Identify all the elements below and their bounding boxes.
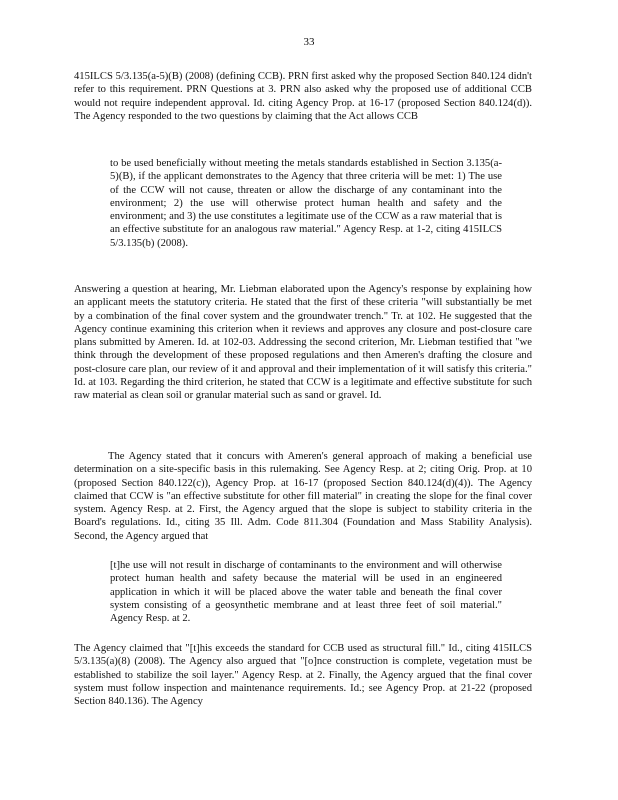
paragraph-3: The Agency stated that it concurs with Ameren's general approach of making a beneficial use determination on a site-specific basis in this rulemaking. See Agency Resp. at 2; citing Orig. Prop. at 10 (proposed Section 840.122(c)), Agency Prop. at 16-17 (proposed Section 840.124(d)(4)). The Agency claimed that CCW is "an effective substitute for other fill material" in creating the slope for the final cover system. Agency Resp. at 2. First, the Agency argued that the slope is subject to stability criteria in the Board's regulations. Id., citing 35 Ill. Adm. Code 811.304 (Foundation and Mass Stability Analysis). Second, the Agency argued that	[74, 451, 532, 542]
block-quote-1: to be used beneficially without meeting the metals standards established in Section 3.135(a-5)(B), if the applicant demonstrates to the Agency that three criteria will be met: 1) The use of the CCW will not cause, threaten or allow the discharge of any contaminant into the environment; 2) the use will otherwise protect human health and safety and the environment; and 3) the use constitutes a legitimate use of the CCW as a raw material that is an effective substitute for an analogous raw material." Agency Resp. at 1-2, citing 415ILCS 5/3.135(b) (2008).	[110, 158, 502, 249]
paragraph-2: Answering a question at hearing, Mr. Liebman elaborated upon the Agency's response by explaining how an applicant meets the statutory criteria. He stated that the first of these criteria "will substantially be met by a combination of the final cover system and the groundwater trench." Tr. at 102. He suggested that the Agency continue examining this criterion when it reviews and approves any closure and post-closure care plans submitted by Ameren. Id. at 102-03. Addressing the second criterion, Mr. Liebman testified that "we think through the development of these proposed regulations and then Ameren's drafting the closure and post-closure care plan, our review of it and approval and their implementation of it will satisfy this criteria." Id. at 103. Regarding the third criterion, he stated that CCW is a legitimate and effective substitute for such raw material as clean soil or granular material such as sand or gravel. Id.	[74, 284, 532, 402]
block-quote-2: [t]he use will not result in discharge of contaminants to the environment and will otherwise protect human health and safety because the material will be used in an engineered application in which it will be placed above the water table and beneath the final cover system consisting of a geosynthetic membrane and at least three feet of soil material." Agency Resp. at 2.	[110, 560, 502, 625]
paragraph-4: The Agency claimed that "[t]his exceeds the standard for CCB used as structural fill." Id., citing 415ILCS 5/3.135(a)(8) (2008). The Agency also argued that "[o]nce construction is complete, vegetation must be established to stabilize the soil layer." Agency Resp. at 2. Finally, the Agency argued that the final cover system must follow inspection and maintenance requirements. Id.; see Agency Prop. at 21-22 (proposed Section 840.136). The Agency	[74, 643, 532, 708]
page-number: 33	[303, 36, 315, 48]
paragraph-1: 415ILCS 5/3.135(a-5)(B) (2008) (defining CCB). PRN first asked why the proposed Section 840.124 didn't refer to this requirement. PRN Questions at 3. PRN also asked why the proposed use of additional CCB would not require independent approval. Id. citing Agency Prop. at 16-17 (proposed Section 840.124(d)). The Agency responded to the two questions by claiming that the Act allows CCB	[74, 71, 532, 122]
